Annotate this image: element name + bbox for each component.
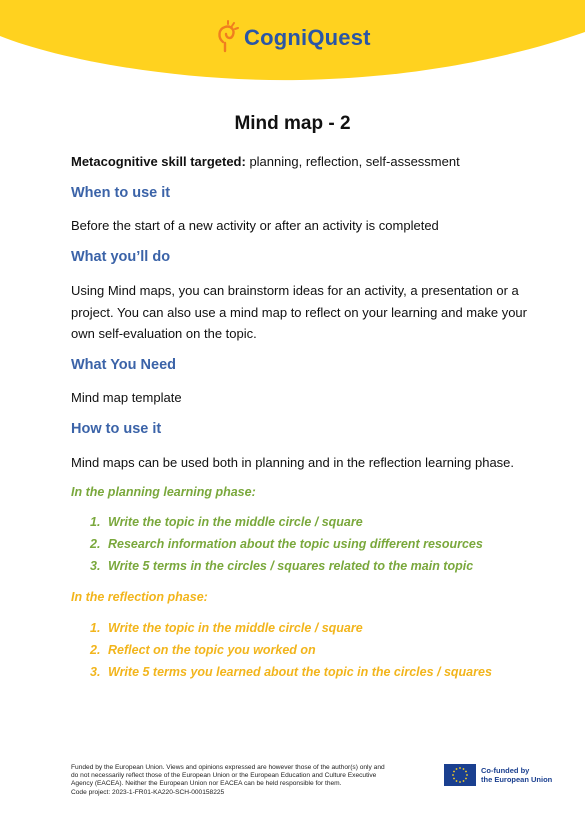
- body-when: Before the start of a new activity or after an activity is completed: [71, 218, 439, 233]
- list-item: 1. Write the topic in the middle circle / square: [90, 621, 363, 635]
- body-need: Mind map template: [71, 390, 182, 405]
- funding-disclaimer: Funded by the European Union. Views and opinions expressed are however those of the author(s) only and do not necessarily reflect those of the European Union or the European Education and Culture Executive Agency (EACEA). Neither the European Union nor EACEA can be held responsible for them. Code project: 2023-1-FR01-KA220-SCH-000158225: [71, 764, 385, 796]
- body-what-do: Using Mind maps, you can brainstorm ideas for an activity, a presentation or a project. You can also use a mind map to reflect on your learning and make your own self-evaluation on the topic.: [71, 283, 527, 341]
- body-how: Mind maps can be used both in planning and in the reflection learning phase.: [71, 455, 515, 470]
- eu-flag-icon: [444, 764, 476, 786]
- heading-what-do: What you’ll do: [71, 249, 171, 265]
- skill-line: [71, 151, 531, 172]
- heading-when: When to use it: [71, 185, 171, 201]
- brand-logo: [214, 20, 371, 56]
- list-item: 3. Write 5 terms you learned about the topic in the circles / squares: [90, 665, 492, 679]
- eu-cofunded-text: Co-funded by the European Union: [481, 766, 553, 784]
- skill-value: planning, reflection, self-assessment: [245, 154, 460, 169]
- heading-how: How to use it: [71, 421, 162, 437]
- list-item: 3. Write 5 terms in the circles / squares related to the main topic: [90, 559, 474, 573]
- brand-name: CogniQuest: [244, 25, 371, 50]
- lightbulb-icon: [214, 20, 242, 56]
- planning-list: [90, 511, 483, 577]
- reflection-list: [90, 617, 492, 683]
- list-item: 2. Reflect on the topic you worked on: [90, 643, 316, 657]
- skill-label: Metacognitive skill targeted:: [71, 154, 246, 169]
- list-item: 2. Research information about the topic using different resources: [90, 537, 483, 551]
- reflection-heading: In the reflection phase:: [71, 590, 208, 604]
- eu-cofunded-badge: [444, 764, 552, 786]
- heading-need: What You Need: [71, 357, 176, 373]
- list-item: 1. Write the topic in the middle circle / square: [90, 515, 363, 529]
- page-title: Mind map - 2: [234, 113, 351, 134]
- planning-heading: In the planning learning phase:: [71, 485, 256, 499]
